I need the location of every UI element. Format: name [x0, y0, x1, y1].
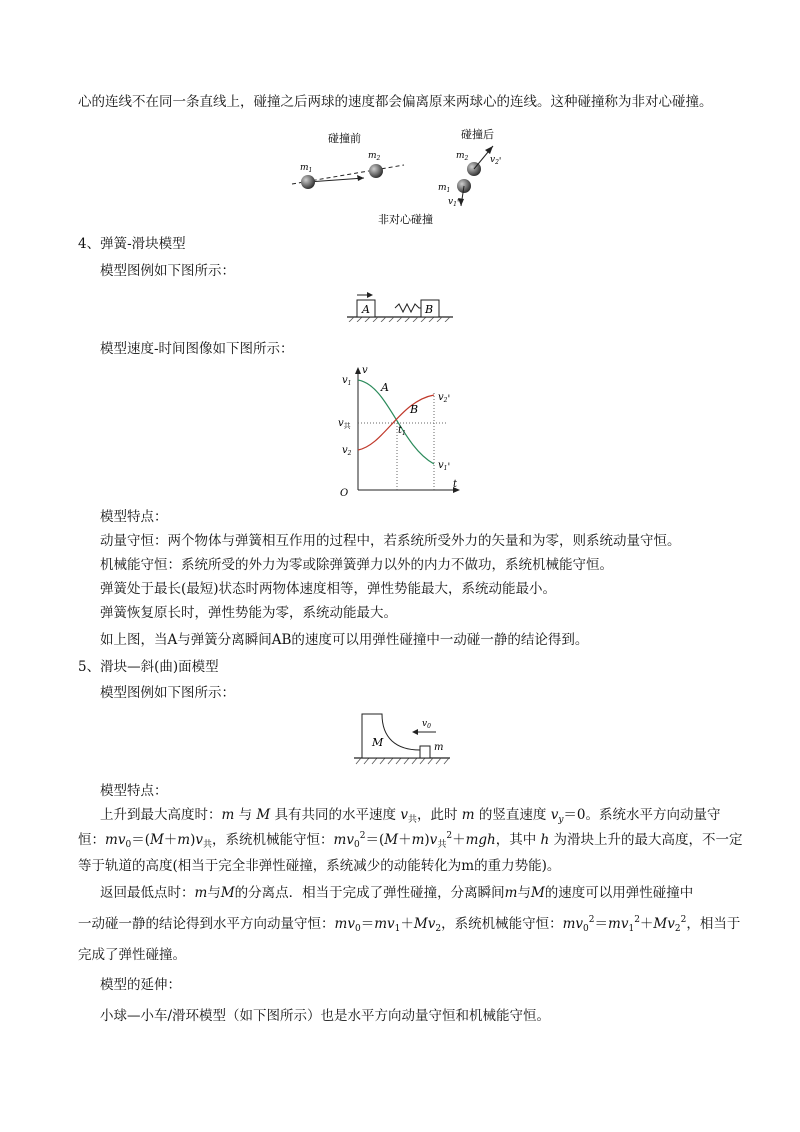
svg-text:v1: $v_1$ [342, 375, 352, 387]
svg-text:m1: $m_1$ [300, 163, 313, 174]
s4-feature-1: 动量守恒：两个物体与弹簧相互作用的过程中，若系统所受外力的矢量和为零，则系统动量守恒。 [100, 533, 681, 549]
s5-max-height-line-3: 等于轨道的高度(相当于完全非弹性碰撞，系统减少的动能转化为m的重力势能)。 [78, 858, 561, 874]
svg-text:m2: $m_2$ [368, 151, 381, 162]
spring-block-figure [345, 290, 455, 322]
ramp-block-m [362, 714, 420, 758]
s5-lowest-line-2: 一动碰一静的结论得到水平方向动量守恒：$mv_0=mv_1+Mv_2$，系统机械能守恒：$mv_0^2=mv_1^2+Mv_2^2$，相当于 [78, 915, 741, 934]
curve-b [358, 395, 434, 450]
figure-caption: 非对心碰撞 [378, 213, 433, 226]
s4-feature-2: 机械能守恒：系统所受的外力为零或除弹簧弹力以外的内力不做功，系统机械能守恒。 [100, 557, 613, 573]
s5-lowest-line-1: 返回最低点时：m与M的分离点．相当于完成了弹性碰撞，分离瞬间m与M的速度可以用弹性碰撞中 [100, 885, 694, 901]
svg-text:m1: $m_1$ [438, 183, 451, 194]
ball-m2-before [369, 164, 383, 178]
svg-text:v0: $v_0$ [422, 719, 431, 730]
top-line: 心的连线不在同一条直线上，碰撞之后两球的速度都会偏离原来两球心的连线。这种碰撞称为非对心碰撞。 [78, 94, 713, 110]
s5-extension-title: 模型的延伸： [100, 977, 181, 993]
svg-text:m2: $m_2$ [456, 151, 469, 162]
svg-text:v2': $v_2'$ [490, 155, 502, 167]
svg-text:M: M [372, 736, 384, 749]
s5-extension-text: 小球—小车/滑环模型（如下图所示）也是水平方向动量守恒和机械能守恒。 [100, 1008, 551, 1024]
s5-lowest-line-3: 完成了弹性碰撞。 [78, 947, 186, 963]
s4-example-intro: 模型图例如下图所示： [100, 263, 235, 279]
s4-feature-3: 弹簧处于最长(最短)状态时两物体速度相等，弹性势能最大，系统动能最小。 [100, 581, 557, 597]
svg-text:v1': $v_1'$ [448, 197, 460, 209]
svg-text:B: B [410, 403, 419, 416]
s4-features-title: 模型特点： [100, 509, 168, 525]
after-label: 碰撞后 [461, 128, 494, 141]
ball-m1-before [301, 175, 315, 189]
slider-ramp-figure [352, 710, 452, 766]
s5-example-intro: 模型图例如下图所示： [100, 685, 235, 701]
svg-text:t1: $t_1$ [398, 425, 406, 437]
section-4-heading: 4、弹簧-滑块模型 [78, 236, 186, 252]
v-axis-label: v [362, 365, 368, 376]
svg-text:v1': $v_1'$ [438, 460, 451, 473]
s4-feature-4: 弹簧恢复原长时，弹性势能为零，系统动能最大。 [100, 605, 397, 621]
s5-features-title: 模型特点： [100, 783, 168, 799]
svg-text:v2': $v_2'$ [438, 392, 451, 405]
svg-text:v2: $v_2$ [342, 445, 352, 457]
velocity-time-graph [338, 365, 468, 500]
s5-max-height-line-2: 恒：$mv_0=(M+m)v_共$，系统机械能守恒：$mv_0^2=(M+m)v_共^2+mgh$，其中 h 为滑块上升的最大高度，不一定 [78, 831, 743, 850]
t-axis-label: t [453, 479, 458, 490]
svg-text:A: A [381, 381, 389, 394]
svg-text:v共: $v_共$ [338, 418, 351, 430]
s5-max-height-line-1: 上升到最大高度时：m 与 M 具有共同的水平速度 $v_共$，此时 m 的竖直速度 $v_y=0$。系统水平方向动量守 [100, 807, 721, 825]
svg-text:B: B [425, 303, 434, 316]
section-5-heading: 5、滑块—斜(曲)面模型 [78, 659, 219, 675]
spring [395, 304, 421, 312]
small-block-m [420, 746, 430, 758]
s4-feature-5: 如上图，当A与弹簧分离瞬间AB的速度可以用弹性碰撞中一动碰一静的结论得到。 [100, 632, 589, 648]
curve-a [358, 380, 434, 464]
off-center-collision-figure [286, 122, 526, 232]
svg-text:A: A [362, 303, 370, 316]
svg-text:m: m [434, 742, 444, 753]
s4-graph-intro: 模型速度-时间图像如下图所示： [100, 341, 294, 357]
before-label: 碰撞前 [328, 132, 361, 145]
origin-label: O [340, 488, 349, 499]
